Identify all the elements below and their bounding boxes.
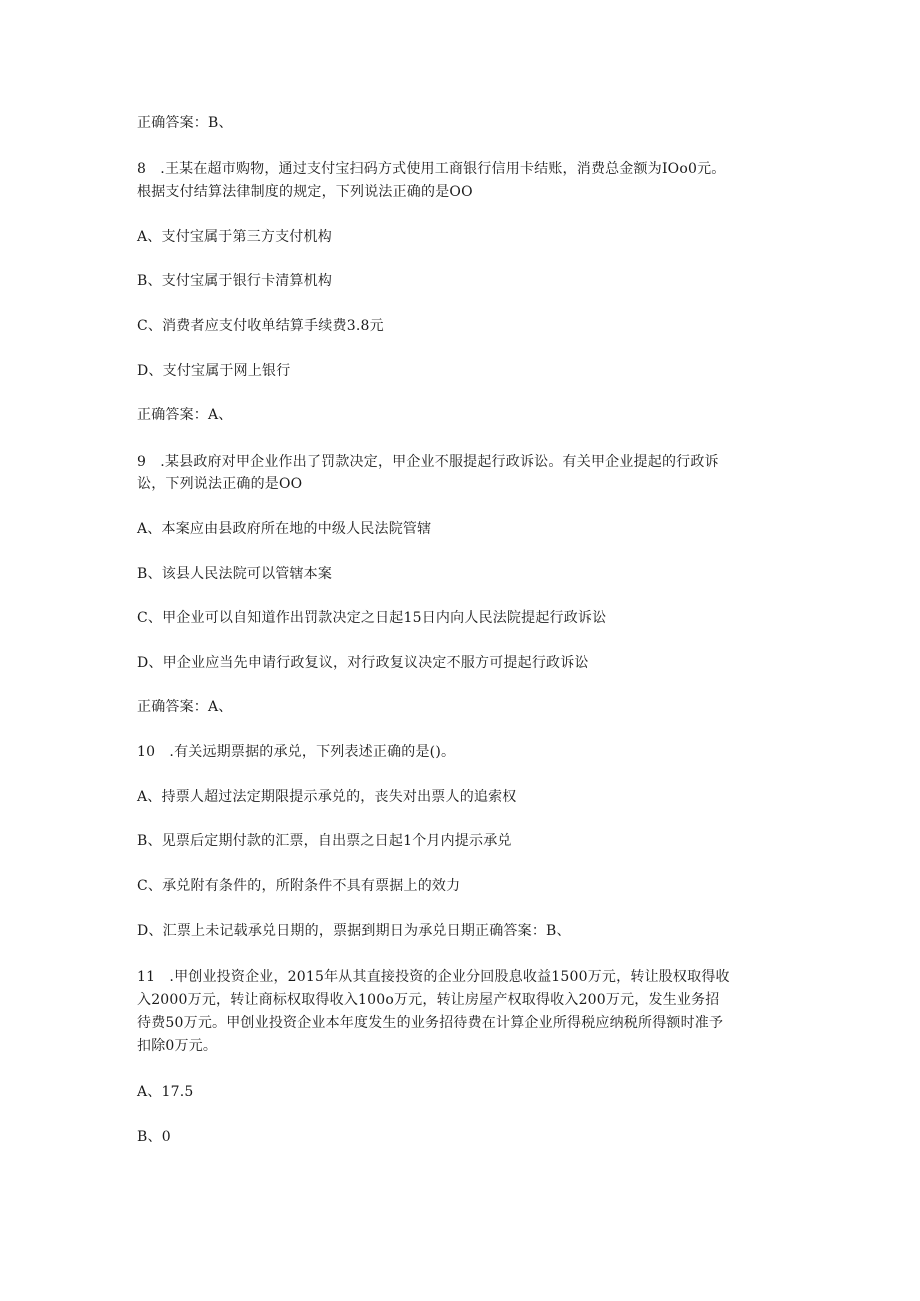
answer-q9: 正确答案：A、 xyxy=(137,699,233,715)
q11-option-b: B、0 xyxy=(137,1129,171,1145)
q10-option-b: B、见票后定期付款的汇票，自出票之日起1个月内提示承兑 xyxy=(137,833,512,849)
q8-option-b: B、支付宝属于银行卡清算机构 xyxy=(137,273,333,289)
q8-option-c: C、消费者应支付收单结算手续费3.8元 xyxy=(137,318,384,334)
q9-option-d: D、甲企业应当先申请行政复议，对行政复议决定不服方可提起行政诉讼 xyxy=(137,655,589,671)
question-9-line-1: 9 .某县政府对甲企业作出了罚款决定，甲企业不服提起行政诉讼。有关甲企业提起的行政诉 xyxy=(137,454,719,470)
question-11-line-2: 入2000万元，转让商标权取得收入100o万元，转让房屋产权取得收入200万元，发生业务招 xyxy=(137,992,720,1008)
q8-option-d: D、支付宝属于网上银行 xyxy=(137,363,291,379)
q10-option-c: C、承兑附有条件的，所附条件不具有票据上的效力 xyxy=(137,878,461,894)
answer-q8: 正确答案：A、 xyxy=(137,407,233,423)
question-8-line-2: 根据支付结算法律制度的规定，下列说法正确的是OO xyxy=(137,184,473,200)
q10-option-d-and-answer: D、汇票上未记载承兑日期的，票据到期日为承兑日期正确答案：B、 xyxy=(137,923,571,939)
answer-q7: 正确答案：B、 xyxy=(137,115,233,131)
question-8-line-1: 8 .王某在超市购物，通过支付宝扫码方式使用工商银行信用卡结账，消费总金额为IOo0元。 xyxy=(137,161,726,177)
q9-option-c: C、甲企业可以自知道作出罚款决定之日起15日内向人民法院提起行政诉讼 xyxy=(137,610,607,626)
question-11-line-3: 待费50万元。甲创业投资企业本年度发生的业务招待费在计算企业所得税应纳税所得额时准予 xyxy=(137,1015,724,1031)
question-11-line-4: 扣除0万元。 xyxy=(137,1038,218,1054)
q11-option-a: A、17.5 xyxy=(137,1084,194,1100)
q9-option-b: B、该县人民法院可以管辖本案 xyxy=(137,566,333,582)
question-10: 10 .有关远期票据的承兑，下列表述正确的是()。 xyxy=(137,744,456,760)
question-11-line-1: 11 .甲创业投资企业，2015年从其直接投资的企业分回股息收益1500万元，转让股权取得收 xyxy=(137,969,730,985)
q8-option-a: A、支付宝属于第三方支付机构 xyxy=(137,229,332,245)
question-9-line-2: 讼，下列说法正确的是OO xyxy=(137,476,303,492)
q9-option-a: A、本案应由县政府所在地的中级人民法院管辖 xyxy=(137,521,432,537)
q10-option-a: A、持票人超过法定期限提示承兑的，丧失对出票人的追索权 xyxy=(137,789,517,805)
